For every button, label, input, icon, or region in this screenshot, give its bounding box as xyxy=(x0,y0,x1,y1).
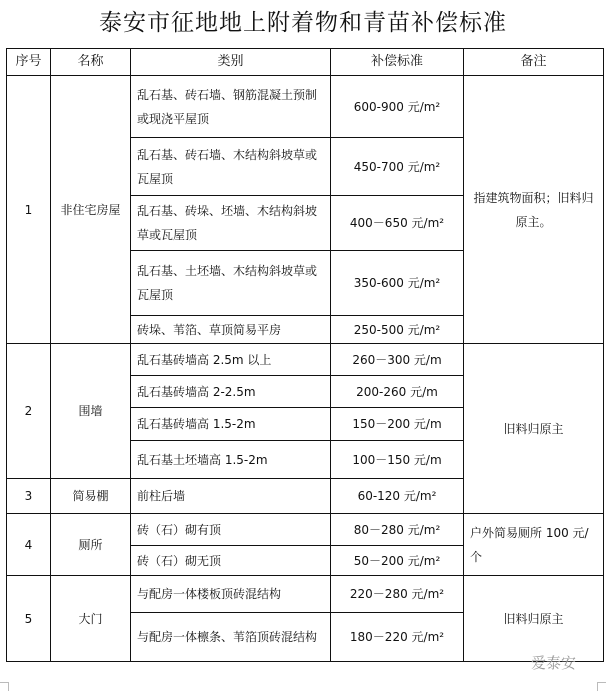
table-row xyxy=(7,344,604,376)
row-name: 非住宅房屋 xyxy=(51,76,131,344)
standard-cell: 180－220 元/m² xyxy=(331,613,464,662)
header-category: 类别 xyxy=(131,49,331,76)
standard-cell: 350-600 元/m² xyxy=(331,251,464,316)
page-corner-mark xyxy=(597,682,606,691)
standard-cell: 450-700 元/m² xyxy=(331,138,464,196)
table-row xyxy=(7,514,604,546)
table-header-row xyxy=(7,49,604,76)
note-cell: 户外简易厕所 100 元/个 xyxy=(464,514,604,576)
category-cell: 砖（石）砌有顶 xyxy=(131,514,331,546)
category-cell: 乱石基、砖垛、坯墙、木结构斜坡草或瓦屋顶 xyxy=(131,196,331,251)
category-cell: 乱石基、砖石墙、钢筋混凝土预制或现浇平屋顶 xyxy=(131,76,331,138)
category-cell: 乱石基砖墙高 2.5m 以上 xyxy=(131,344,331,376)
note-cell: 旧料归原主 xyxy=(464,344,604,514)
page-title: 泰安市征地地上附着物和青苗补偿标准 xyxy=(99,10,507,36)
category-cell: 砖垛、苇箔、草顶简易平房 xyxy=(131,316,331,344)
category-cell: 乱石基、砖石墙、木结构斜坡草或瓦屋顶 xyxy=(131,138,331,196)
row-no: 3 xyxy=(7,479,51,514)
row-name: 大门 xyxy=(51,576,131,662)
note-cell: 指建筑物面积；旧料归原主。 xyxy=(464,76,604,344)
standard-cell: 60-120 元/m² xyxy=(331,479,464,514)
category-cell: 乱石基土坯墙高 1.5-2m xyxy=(131,441,331,479)
standard-cell: 150－200 元/m xyxy=(331,408,464,441)
category-cell: 砖（石）砌无顶 xyxy=(131,546,331,576)
table-row xyxy=(7,576,604,613)
standard-cell: 260－300 元/m xyxy=(331,344,464,376)
row-no: 2 xyxy=(7,344,51,479)
row-no: 5 xyxy=(7,576,51,662)
row-no: 4 xyxy=(7,514,51,576)
compensation-table xyxy=(6,48,604,662)
watermark: 爱泰安 xyxy=(530,654,576,672)
table-row xyxy=(7,76,604,138)
standard-cell: 80－280 元/m² xyxy=(331,514,464,546)
standard-cell: 50－200 元/m² xyxy=(331,546,464,576)
standard-cell: 600-900 元/m² xyxy=(331,76,464,138)
note-cell: 旧料归原主 xyxy=(464,576,604,662)
standard-cell: 250-500 元/m² xyxy=(331,316,464,344)
row-no: 1 xyxy=(7,76,51,344)
header-note: 备注 xyxy=(464,49,604,76)
category-cell: 乱石基砖墙高 1.5-2m xyxy=(131,408,331,441)
standard-cell: 100－150 元/m xyxy=(331,441,464,479)
category-cell: 前柱后墙 xyxy=(131,479,331,514)
page-corner-mark xyxy=(0,682,9,691)
row-name: 围墙 xyxy=(51,344,131,479)
standard-cell: 220－280 元/m² xyxy=(331,576,464,613)
standard-cell: 200-260 元/m xyxy=(331,376,464,408)
header-standard: 补偿标准 xyxy=(331,49,464,76)
row-name: 厕所 xyxy=(51,514,131,576)
standard-cell: 400－650 元/m² xyxy=(331,196,464,251)
category-cell: 与配房一体楼板顶砖混结构 xyxy=(131,576,331,613)
category-cell: 乱石基砖墙高 2-2.5m xyxy=(131,376,331,408)
header-name: 名称 xyxy=(51,49,131,76)
header-no: 序号 xyxy=(7,49,51,76)
row-name: 简易棚 xyxy=(51,479,131,514)
category-cell: 乱石基、土坯墙、木结构斜坡草或瓦屋顶 xyxy=(131,251,331,316)
category-cell: 与配房一体檩条、苇箔顶砖混结构 xyxy=(131,613,331,662)
